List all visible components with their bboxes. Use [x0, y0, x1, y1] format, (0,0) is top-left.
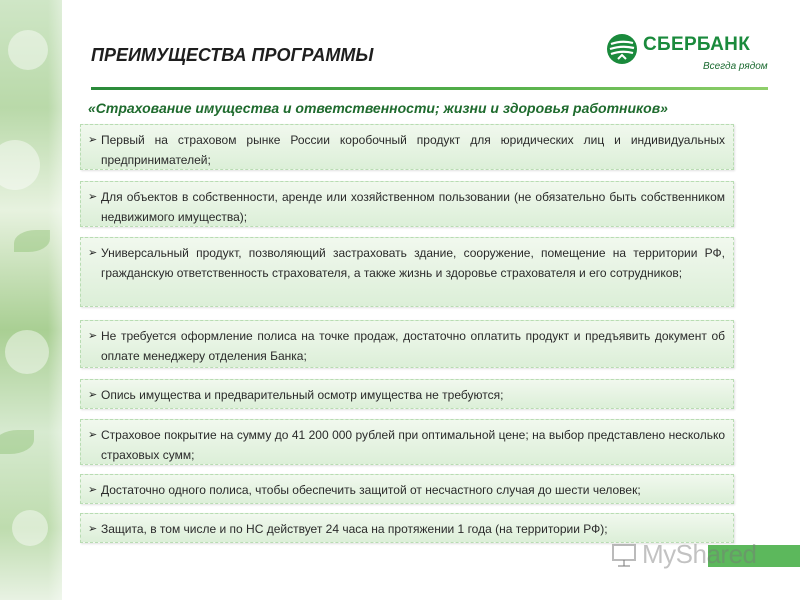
bullet-item [80, 124, 734, 170]
bullet-text: Опись имущества и предварительный осмотр имущества не требуются; [101, 388, 504, 402]
title-divider [91, 87, 768, 90]
bullet-text: Страховое покрытие на сумму до 41 200 000 рублей при оптимальной цене; на выбор представлено несколько страховых сумм; [101, 428, 725, 462]
sberbank-logo-icon [605, 32, 639, 66]
bullet-item [80, 320, 734, 368]
bullet-text: Защита, в том числе и по НС действует 24 часа на протяжении 1 года (на территории РФ); [101, 522, 608, 536]
bullet-arrow-icon: ➢ [88, 247, 98, 259]
logo-slogan: Всегда рядом [703, 61, 768, 72]
page-title: ПРЕИМУЩЕСТВА ПРОГРАММЫ [91, 45, 374, 65]
bullet-arrow-icon: ➢ [88, 523, 98, 535]
program-subtitle: «Страхование имущества и ответственности; жизни и здоровья работников» [88, 100, 668, 116]
bullet-item [80, 419, 734, 465]
bullet-text: Универсальный продукт, позволяющий застраховать здание, сооружение, помещение на территории РФ, гражданскую ответственность страхователя, а также жизнь и здоровье страхователя и его сотрудников; [101, 246, 725, 280]
bullet-arrow-icon: ➢ [88, 191, 98, 203]
bullet-item [80, 379, 734, 409]
bullet-item [80, 181, 734, 227]
bullet-arrow-icon: ➢ [88, 134, 98, 146]
watermark-text: MyShared [642, 539, 757, 569]
bullet-arrow-icon: ➢ [88, 389, 98, 401]
bullet-arrow-icon: ➢ [88, 330, 98, 342]
logo-wordmark: СБЕРБАНК [643, 34, 751, 55]
bullet-arrow-icon: ➢ [88, 429, 98, 441]
bullet-text: Не требуется оформление полиса на точке продаж, достаточно оплатить продукт и предъявить документ об оплате менеджеру отделения Банка; [101, 329, 725, 363]
watermark [610, 537, 770, 577]
bullet-arrow-icon: ➢ [88, 484, 98, 496]
bullet-text: Достаточно одного полиса, чтобы обеспечить защитой от несчастного случая до шести человек; [101, 483, 641, 497]
bullet-item [80, 474, 734, 504]
bullet-item [80, 237, 734, 307]
sberbank-logo [605, 30, 775, 80]
bullet-text: Первый на страховом рынке России коробочный продукт для юридических лиц и индивидуальных предпринимателей; [101, 133, 725, 167]
bullet-text: Для объектов в собственности, аренде или хозяйственном пользовании (не обязательно быть собственником недвижимого имущества); [101, 190, 725, 224]
presentation-icon [610, 541, 638, 569]
